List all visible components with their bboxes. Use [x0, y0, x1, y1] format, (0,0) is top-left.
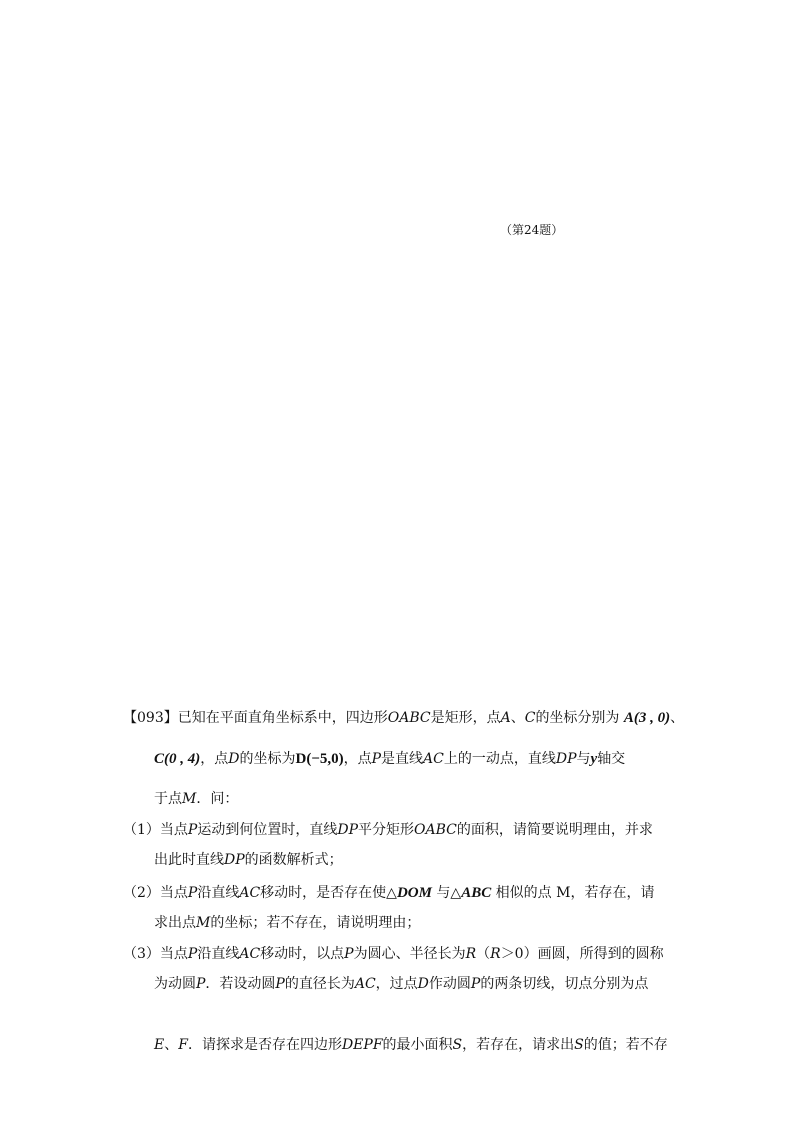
problem-number: 【093】 [123, 710, 178, 726]
triangle-symbol: △ [386, 885, 397, 901]
question-1-cont: 出此时直线DP的函数解析式； [154, 852, 343, 868]
problem-line-2: C(0 , 4)，点D的坐标为D(−5,0)，点P是直线AC上的一动点，直线DP与y轴交 [154, 751, 626, 767]
question-1: （1）当点P运动到何位置时，直线DP平分矩形OABC的面积，请简要说明理由，并求 [123, 822, 653, 838]
question-3: （3）当点P沿直线AC移动时，以点P为圆心、半径长为R（R＞0）画圆，所得到的圆称 [123, 946, 664, 962]
point-d-coords: D(−5,0) [295, 751, 344, 767]
figure-caption: （第24题） [500, 223, 564, 237]
problem-line-1: 【093】已知在平面直角坐标系中，四边形OABC是矩形，点A、C的坐标分别为 A(3 , 0)、 [123, 710, 685, 726]
question-3-cont-2: E、F．请探求是否存在四边形DEPF的最小面积S，若存在，请求出S的值；若不存 [154, 1037, 668, 1053]
point-a-coords: A(3 , 0) [623, 710, 671, 726]
question-3-cont-1: 为动圆P．若设动圆P的直径长为AC，过点D作动圆P的两条切线，切点分别为点 [154, 976, 649, 992]
rect-name: OABC [387, 710, 431, 726]
point-c-coords: C(0 , 4) [154, 751, 201, 767]
problem-line-3: 于点M．问： [154, 791, 239, 807]
question-2-cont: 求出点M的坐标；若不存在，请说明理由； [154, 915, 421, 931]
question-2: （2）当点P沿直线AC移动时，是否存在使△DOM 与△ABC 相似的点 M，若存在，请 [123, 885, 655, 901]
